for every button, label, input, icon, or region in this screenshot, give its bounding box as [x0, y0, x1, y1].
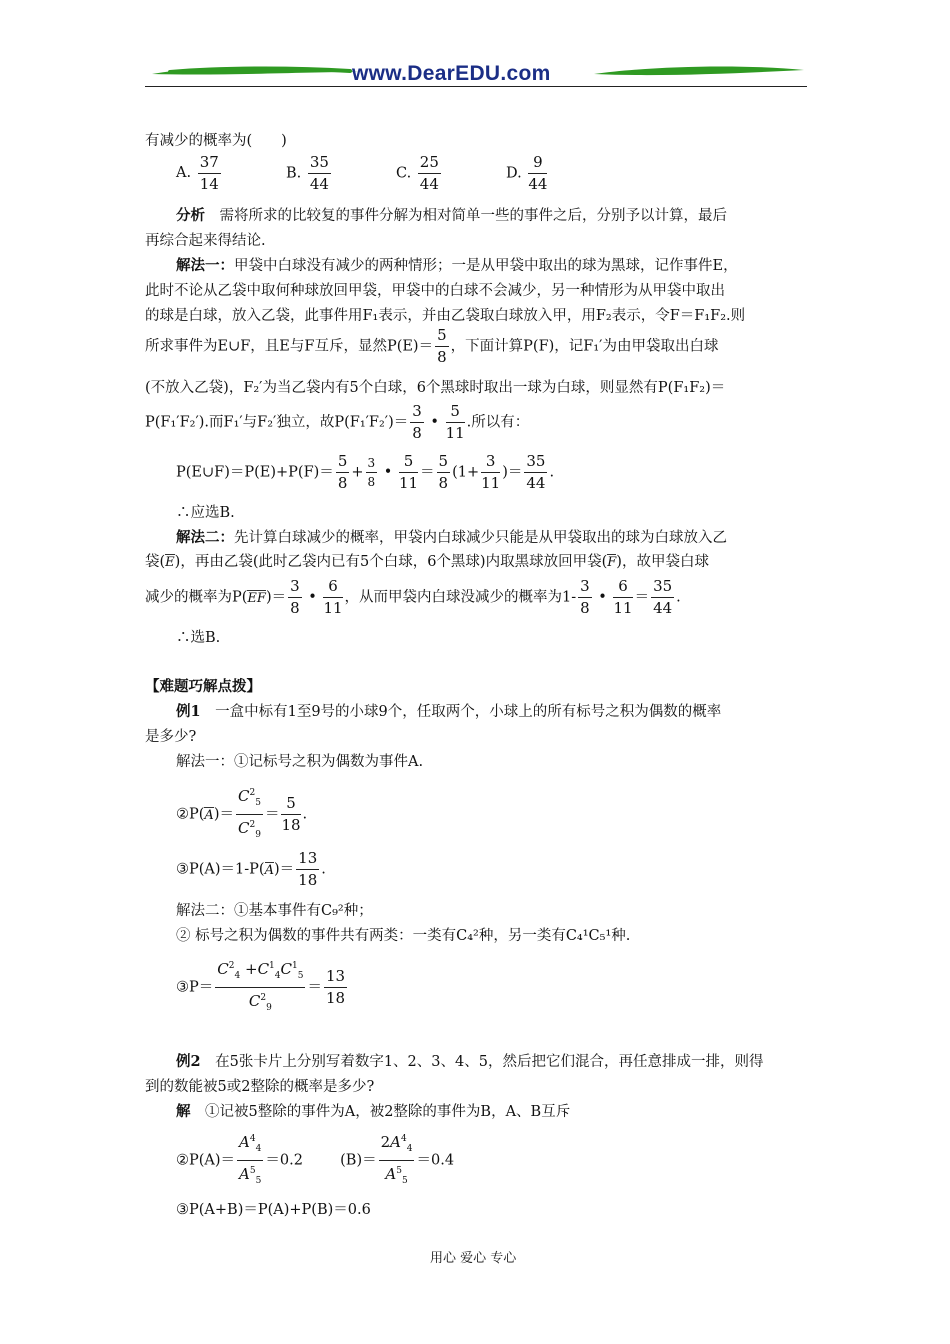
method2-line-3: 减少的概率为P(EF)＝ $\frac{3}{8}$ • $\frac{6}{11}$ ，从而甲袋内白球没减少的概率为1- $\frac{3}{8}$ • $\frac{6}{11}$ ＝ $\frac{35}{44}$ .: [145, 577, 681, 617]
ex2-line-2: 到的数能被5或2整除的概率是多少?: [145, 1079, 375, 1095]
swoosh-left-icon: [150, 62, 360, 86]
ex2-line-1: 例2 在5张卡片上分别写着数字1、2、3、4、5，然后把它们混合，再任意排成一排，则得: [176, 1053, 764, 1070]
ex2-step-1: 解 ①记被5整除的事件为A，被2整除的事件为B，A、B互斥: [176, 1103, 571, 1120]
option-a: A. $\frac{37}{14}$: [176, 153, 219, 193]
method1-equation: P(E∪F)＝P(E)+P(F)＝ $\frac{5}{8}$ + $\frac{3}{8}$ • $\frac{5}{11}$ ＝ $\frac{5}{8}$ (1+ $\frac{3}{11}$ )＝ $\frac{35}{44}$ .: [176, 452, 555, 492]
option-b: B. $\frac{35}{44}$: [286, 153, 329, 193]
method1-line-1: 解法一：甲袋中白球没有减少的两种情形；一是从甲袋中取出的球为黑球，记作事件E，: [176, 257, 738, 274]
method2-line-2: 袋(E)，再由乙袋(此时乙袋内已有5个白球，6个黑球)内取黑球放回甲袋(F)，故甲袋白球: [145, 554, 709, 570]
ex1-step-2: ②P(A)＝ $\frac{C^2_5}{C^2_9}$ ＝ $\frac{5}{18}$ .: [176, 787, 308, 840]
site-logo[interactable]: www.DearEDU.com: [352, 62, 551, 85]
ex1-step-3: ③P(A)＝1-P(A)＝ $\frac{13}{18}$ .: [176, 849, 326, 889]
method1-line-6: P(F₁′F₂′).而F₁′与F₂′独立，故P(F₁′F₂′)＝ $\frac{3}{8}$ • $\frac{5}{11}$ .所以有：: [145, 402, 530, 442]
method1-line-2: 此时不论从乙袋中取何种球放回甲袋，甲袋中的白球不会减少，另一种情形为从甲袋中取出: [145, 283, 725, 299]
ex1-method2-line-2: ② 标号之积为偶数的事件共有两类：一类有C₄²种，另一类有C₄¹C₅¹种.: [176, 928, 631, 944]
swoosh-right-icon: [592, 62, 806, 86]
method2-conclusion: ∴选B.: [176, 630, 221, 646]
analysis-line-2: 再综合起来得结论.: [145, 233, 266, 249]
question-stem: 有减少的概率为( ): [145, 133, 287, 149]
option-c: C. $\frac{25}{44}$: [396, 153, 439, 193]
ex1-step-1: 解法一：①记标号之积为偶数为事件A.: [176, 754, 424, 770]
ex2-step-2: ②P(A)＝ $\frac{A^4_4}{A^5_5}$ ＝0.2 (B)＝ $\frac{2A^4_4}{A^5_5}$ ＝0.4: [176, 1133, 455, 1186]
analysis-line-1: 分析 需将所求的比较复的事件分解为相对简单一些的事件之后，分别予以计算，最后: [176, 207, 727, 224]
ex1-method2-line-1: 解法二：①基本事件有C₉²种；: [176, 903, 373, 919]
ex1-line-2: 是多少?: [145, 729, 197, 745]
method1-line-5: (不放入乙袋)，F₂′为当乙袋内有5个白球，6个黑球时取出一球为白球，则显然有P(F₁F₂)＝: [145, 380, 726, 396]
option-d: D. $\frac{9}{44}$: [506, 153, 548, 193]
method2-line-1: 解法二：先计算白球减少的概率，甲袋内白球减少只能是从甲袋取出的球为白球放入乙: [176, 529, 727, 546]
footer-text: 用心 爱心 专心: [430, 1251, 517, 1266]
method1-line-3: 的球是白球，放入乙袋，此事件用F₁表示，并由乙袋取白球放入甲，用F₂表示，令F＝F₁F₂.则: [145, 308, 746, 324]
ex2-step-3: ③P(A+B)＝P(A)+P(B)＝0.6: [176, 1202, 371, 1218]
ex1-line-1: 例1 一盒中标有1至9号的小球9个，任取两个，小球上的所有标号之积为偶数的概率: [176, 703, 722, 720]
method1-conclusion: ∴应选B.: [176, 505, 235, 521]
header-rule: [145, 86, 807, 87]
method1-line-4: 所求事件为E∪F，且E与F互斥，显然P(E)＝ $\frac{5}{8}$ ，下面计算P(F)，记F₁′为由甲袋取出白球: [145, 326, 719, 366]
section-title: 【难题巧解点拨】: [145, 678, 261, 695]
ex1-method2-line-3: ③P＝ $\frac{C^2_4 +C^1_4C^1_5}{C^2_9}$ ＝ $\frac{13}{18}$: [176, 960, 346, 1013]
